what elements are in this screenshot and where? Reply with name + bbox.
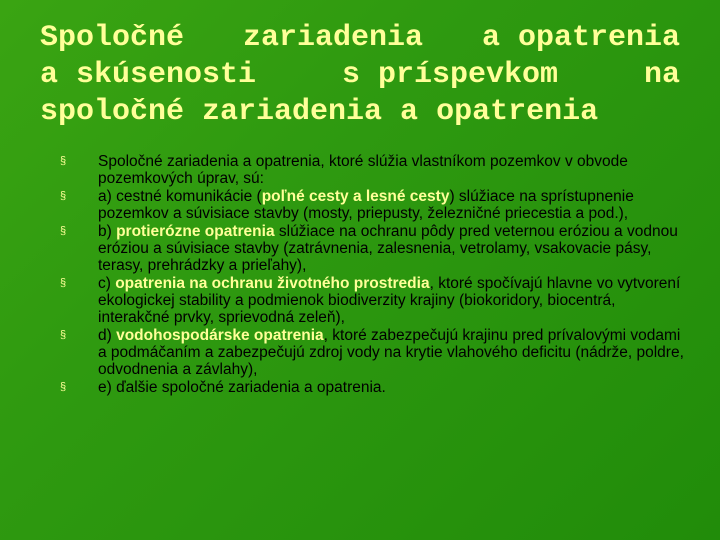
bullet-icon: §: [60, 155, 67, 167]
item-text: slúžiace na ochranu pôdy pred veternou eróziou a vodnou eróziou a súvisiace stavby (zatrávnenia, zalesnenia, vetrolamy, vsakovacie pásy, terasy, prehrádzky a prieľahy),: [98, 223, 678, 274]
item-highlight: protierózne opatrenia: [116, 223, 275, 240]
item-highlight: opatrenia na ochranu životného prostredia: [115, 275, 430, 292]
title-line-3: [40, 94, 680, 131]
list-item: [60, 327, 690, 378]
title-word: spoločné zariadenia a opatrenia: [40, 95, 599, 129]
title-word: na: [643, 58, 680, 92]
title-word: a opatrenia: [481, 21, 680, 55]
list-item: [60, 153, 690, 187]
item-text: d): [98, 327, 117, 344]
title-line-2: [40, 57, 680, 94]
item-text: , ktoré zabezpečujú krajinu pred prívalovými vodami a podmáčaním a zabezpečujú zdroj vody na krytie vlahového deficitu (nádrže, poldre, odvodnenia a závlahy),: [98, 327, 684, 378]
item-text: b): [98, 223, 117, 240]
title-word: s príspevkom: [341, 58, 559, 92]
item-text: ) slúžiace na sprístupnenie pozemkov a súvisiace stavby (mosty, priepusty, železničné priecestia a pod.),: [98, 188, 634, 222]
bullet-icon: §: [60, 225, 67, 237]
title-word: Spoločné: [40, 21, 185, 55]
slide-title: [40, 20, 680, 131]
item-text: c): [98, 275, 116, 292]
bullet-icon: §: [60, 329, 67, 341]
item-highlight: poľné cesty a lesné cesty: [261, 188, 450, 205]
list-item: [60, 379, 690, 396]
bullet-icon: §: [60, 381, 67, 393]
list-item: [60, 223, 690, 274]
title-line-1: [40, 20, 680, 57]
list-item: [60, 275, 690, 326]
title-word: zariadenia: [242, 21, 423, 55]
item-text: a) cestné komunikácie (: [98, 188, 262, 205]
item-text: Spoločné zariadenia a opatrenia, ktoré slúžia vlastníkom pozemkov v obvode pozemkových úprav, sú:: [98, 153, 628, 187]
title-word: a skúsenosti: [40, 58, 257, 92]
list-item: [60, 188, 690, 222]
item-highlight: vodohospodárske opatrenia: [116, 327, 324, 344]
bullet-list: [60, 153, 690, 397]
bullet-icon: §: [60, 277, 67, 289]
bullet-icon: §: [60, 190, 67, 202]
item-text: , ktoré spočívajú hlavne vo vytvorení ekologickej stability a podmienok biodiverzity krajiny (biokoridory, biocentrá, interakčné prvky, sprievodná zeleň),: [98, 275, 681, 326]
item-text: e) ďalšie spoločné zariadenia a opatrenia.: [98, 379, 386, 396]
